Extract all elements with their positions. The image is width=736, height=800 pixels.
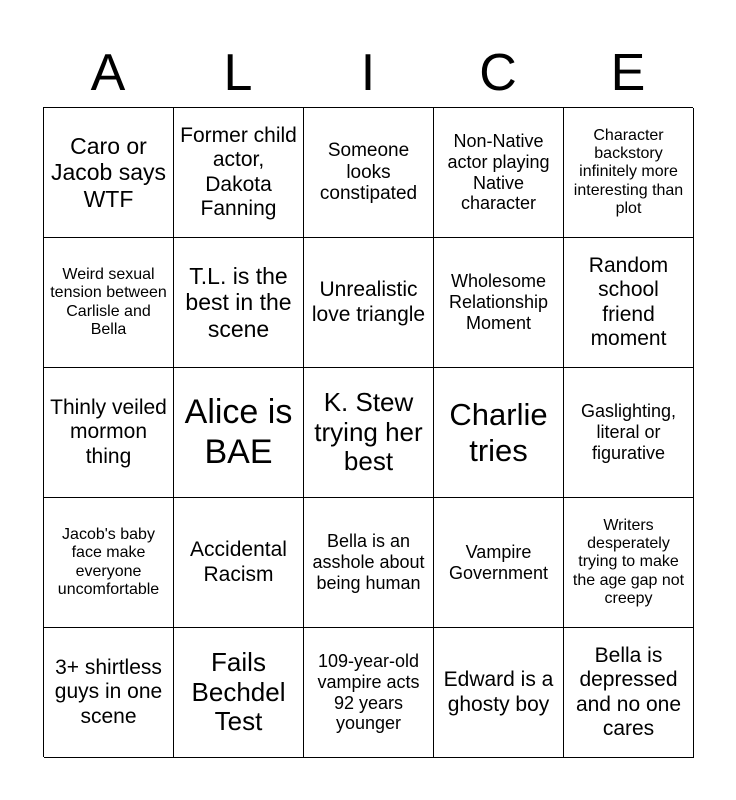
cell-text: K. Stew trying her best xyxy=(314,386,423,477)
cell-text: Character backstory infinitely more interesting than plot xyxy=(573,126,684,218)
cell-text: Jacob's baby face make everyone uncomfortable xyxy=(57,525,160,598)
bingo-cell[interactable] xyxy=(304,108,434,238)
cell-text: Wholesome Relationship Moment xyxy=(448,271,549,333)
bingo-cell[interactable] xyxy=(564,238,694,368)
cell-text: Accidental Racism xyxy=(190,538,287,586)
cell-text: Caro or Jacob says WTF xyxy=(50,132,167,212)
header-letter-i: I xyxy=(360,44,376,102)
bingo-cell[interactable] xyxy=(174,368,304,498)
bingo-cell[interactable] xyxy=(564,368,694,498)
bingo-board xyxy=(43,107,693,757)
cell-text: Unrealistic love triangle xyxy=(311,278,426,326)
bingo-cell[interactable] xyxy=(434,498,564,628)
cell-text: Gaslighting, literal or figurative xyxy=(580,401,677,463)
cell-text: Former child actor, Dakota Fanning xyxy=(180,124,297,220)
cell-text: Bella is an asshole about being human xyxy=(312,531,425,593)
bingo-cell[interactable] xyxy=(44,108,174,238)
bingo-cell[interactable] xyxy=(304,498,434,628)
bingo-cell[interactable] xyxy=(564,628,694,758)
cell-text: 109-year-old vampire acts 92 years younger xyxy=(317,651,420,734)
cell-text: 3+ shirtless guys in one scene xyxy=(54,656,163,728)
bingo-cell[interactable] xyxy=(174,498,304,628)
bingo-cell[interactable] xyxy=(434,368,564,498)
header-letter-c: C xyxy=(479,44,517,102)
cell-text: Someone looks constipated xyxy=(319,139,418,205)
bingo-cell[interactable] xyxy=(434,238,564,368)
bingo-cell[interactable] xyxy=(44,628,174,758)
bingo-cell[interactable] xyxy=(434,628,564,758)
cell-text: Random school friend moment xyxy=(588,254,669,350)
cell-text: T.L. is the best in the scene xyxy=(185,262,292,342)
header-letter-l: L xyxy=(223,44,253,102)
cell-text: Vampire Government xyxy=(448,541,549,583)
bingo-cell[interactable] xyxy=(304,628,434,758)
bingo-cell[interactable] xyxy=(174,108,304,238)
header-letter-a: A xyxy=(90,44,126,102)
bingo-cell[interactable] xyxy=(174,628,304,758)
bingo-cell[interactable] xyxy=(174,238,304,368)
cell-text: Alice is BAE xyxy=(184,393,293,471)
cell-text: Thinly veiled mormon thing xyxy=(50,396,167,468)
cell-text: Fails Bechdel Test xyxy=(191,646,286,737)
bingo-cell[interactable] xyxy=(564,498,694,628)
cell-text: Non-Native actor playing Native character xyxy=(447,131,550,214)
bingo-cell[interactable] xyxy=(434,108,564,238)
cell-text: Charlie tries xyxy=(449,396,548,468)
cell-text: Bella is depressed and no one cares xyxy=(575,644,682,740)
bingo-cell[interactable] xyxy=(44,368,174,498)
bingo-cell[interactable] xyxy=(564,108,694,238)
cell-text: Weird sexual tension between Carlisle and Bella xyxy=(50,265,167,338)
header-letter-e: E xyxy=(610,44,646,102)
bingo-cell[interactable] xyxy=(304,238,434,368)
bingo-cell[interactable] xyxy=(44,498,174,628)
cell-text: Edward is a ghosty boy xyxy=(443,668,554,716)
bingo-cell[interactable] xyxy=(44,238,174,368)
bingo-header xyxy=(43,38,693,108)
bingo-cell[interactable] xyxy=(304,368,434,498)
cell-text: Writers desperately trying to make the age gap not creepy xyxy=(572,516,685,608)
